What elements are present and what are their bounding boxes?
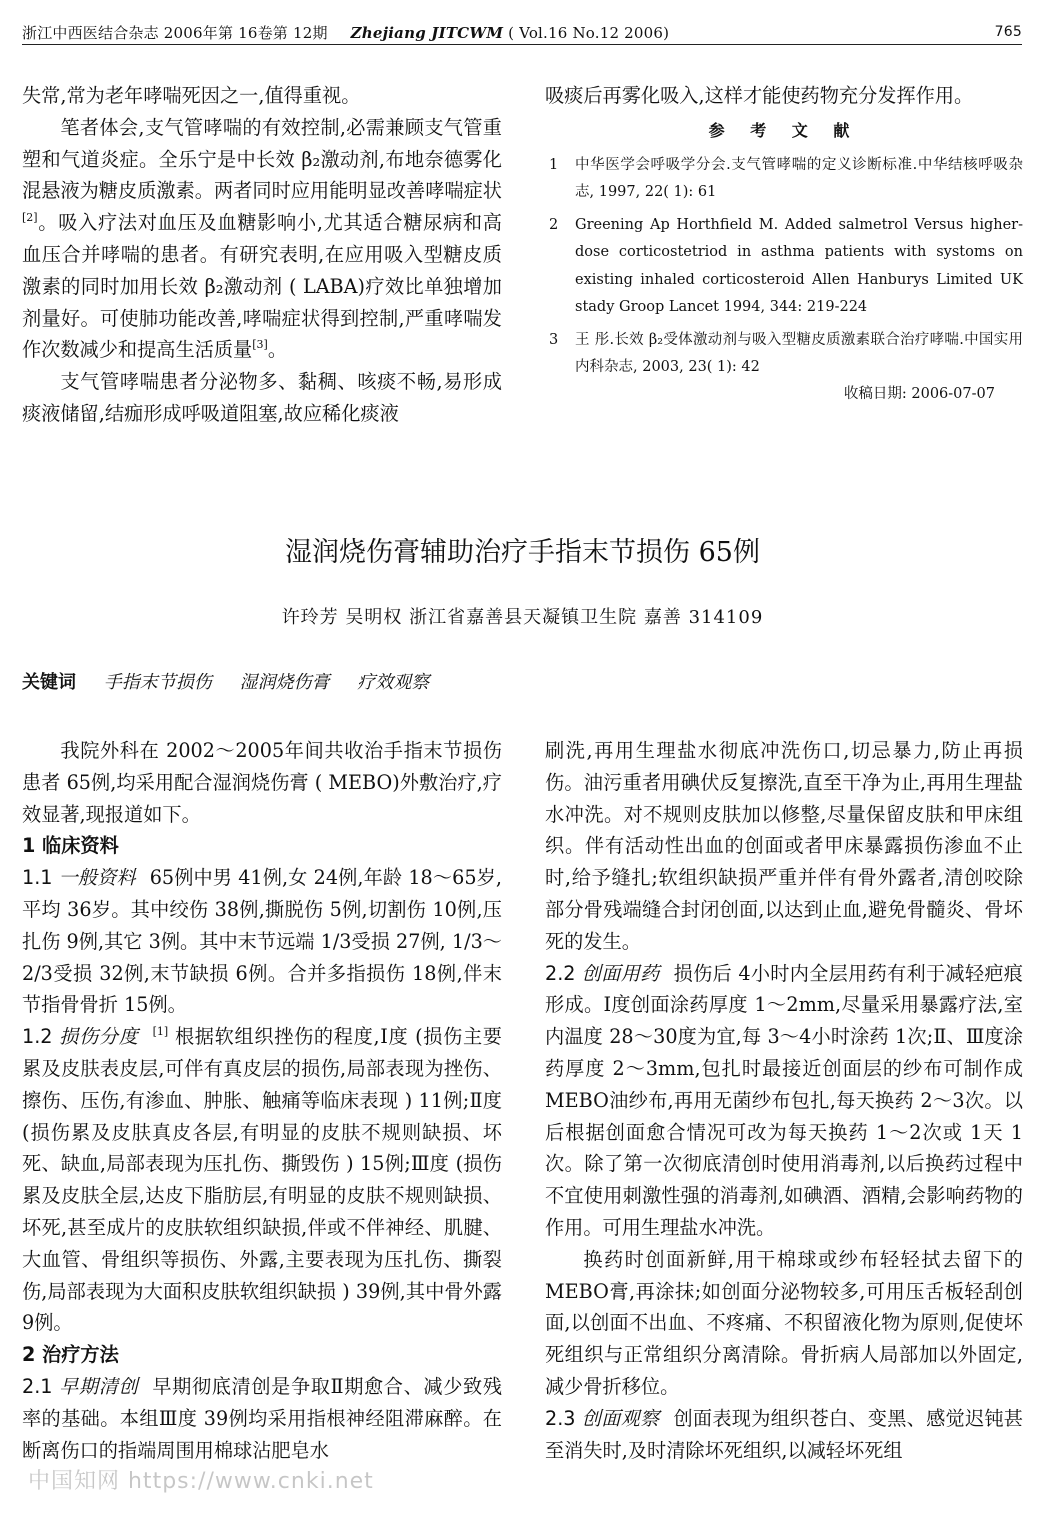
article-right-column: [545, 735, 1023, 1466]
subsection-grading: 1.2 损伤分度 [1] 根据软组织挫伤的程度,Ⅰ度 (损伤主要累及皮肤表皮层,可伴有真皮层的损伤,局部表现为挫伤、擦伤、压伤,有渗血、肿胀、触痛等临床表现 ) 11例;Ⅱ度 (损伤累及皮肤真皮各层,有明显的皮肤不规则缺损、坏死、缺血,局部表现为压扎伤、撕毁伤 ) 15例;Ⅲ度 (损伤累及皮肤全层,达皮下脂肪层,有明显的皮肤不规则缺损、坏死,甚至成片的皮肤软组织缺损,伴或不伴神经、肌腱、大血管、骨组织等损伤、外露,主要表现为压扎伤、撕裂伤,局部表现为大面积皮肤软组织缺损 ) 39例,其中骨外露 9例。: [22, 1025, 502, 1335]
subsection-medication: 2.2 创面用药 损伤后 4小时内全层用药有利于减轻疤痕形成。Ⅰ度创面涂药厚度 1～2mm,尽量采用暴露疗法,室内温度 28～30度为宜,每 3～4小时涂药 1次;Ⅱ、Ⅲ度涂药厚度 2～3mm,包扎时最接近创面层的纱布可制作成 MEBO油纱布,再用无菌纱布包扎,每天换药 2～3次。以后根据创面愈合情况可改为每天换药 1～2次或 1天 1次。除了第一次彻底清创时使用消毒剂,以后换药过程中不宜使用刺激性强的消毒剂,如碘酒、酒精,会影响药物的作用。可用生理盐水冲洗。: [545, 961, 1023, 1239]
prev-article-left-column: [22, 80, 502, 430]
subsection-general: 1.1 一般资料 65例中男 41例,女 24例,年龄 18～65岁,平均 36岁。其中绞伤 38例,撕脱伤 5例,切割伤 10例,压扎伤 9例,其它 3例。其中末节远端 1/3受损 27例, 1/3～2/3受损 32例,末节缺损 6例。合并多指损伤 18例,伴末节指骨骨折 15例。: [22, 866, 502, 1017]
paragraph: 换药时创面新鲜,用干棉球或纱布轻轻拭去留下的 MEBO膏,再涂抹;如创面分泌物较多,可用压舌板轻刮创面,以创面不出血、不疼痛、不积留液化物为原则,促使坏死组织与正常组织分离清除。骨折病人局部加以外固定,减少骨折移位。: [545, 1247, 1023, 1398]
issue-en: ( Vol.16 No.12 2006): [508, 24, 670, 42]
references-title: 参 考 文 献: [708, 120, 860, 140]
header-rule: [22, 44, 1022, 45]
issue-cn: 2006年第 16卷第 12期: [163, 24, 328, 42]
prev-article-right-column: [545, 80, 1023, 408]
citation: [2]: [22, 211, 38, 225]
article-left-column: [22, 735, 502, 1466]
keyword: 湿润烧伤膏: [239, 672, 330, 693]
citation: [3]: [252, 338, 268, 352]
keyword: 手指末节损伤: [103, 672, 212, 693]
reference-item: 3 王 彤.长效 β₂受体激动剂与吸入型糖皮质激素联合治疗哮喘.中国实用内科杂志, 2003, 23( 1): 42: [549, 332, 1023, 376]
subsection-debridement: 2.1 早期清创 早期彻底清创是争取Ⅱ期愈合、减少致残率的基础。本组Ⅲ度 39例均采用指根神经阻滞麻醉。在断离伤口的指端周围用棉球沾肥皂水: [22, 1374, 503, 1462]
reference-list: [545, 152, 1023, 382]
keywords: [22, 668, 429, 698]
reference-item: 1 中华医学会呼吸学分会.支气管哮喘的定义诊断标准.中华结核呼吸杂志, 1997, 22( 1): 61: [549, 156, 1023, 200]
paragraph: 笔者体会,支气管哮喘的有效控制,必需兼顾支气管重塑和气道炎症。全乐宁是中长效 β₂激动剂,布地奈德雾化混悬液为糖皮质激素。两者同时应用能明显改善哮喘症状[2]。吸入疗法对血压及血糖影响小,尤其适合糖尿病和高血压合并哮喘的患者。有研究表明,在应用吸入型糖皮质激素的同时加用长效 β₂激动剂 ( LABA)疗效比单独增加剂量好。可使肺功能改善,哮喘症状得到控制,严重哮喘发作次数减少和提高生活质量[3]。: [22, 115, 502, 362]
section-heading: 2 治疗方法: [22, 1343, 119, 1367]
keywords-label: 关键词: [22, 672, 76, 693]
section-heading: 1 临床资料: [22, 834, 119, 858]
received-date: 收稿日期: 2006-07-07: [843, 386, 995, 403]
keyword: 疗效观察: [357, 672, 430, 693]
reference-item: 2 Greening Ap Horthfield M. Added salmetrol Versus higher-dose corticostetriod in asthma patients with systoms on existing inhaled corticosteroid Allen Hanburys Limited UK stady Groop Lancet 1994, 344: 219-224: [549, 217, 1023, 315]
article-title: 湿润烧伤膏辅助治疗手指末节损伤 65例: [285, 537, 760, 568]
subsection-observation: 2.3 创面观察 创面表现为组织苍白、变黑、感觉迟钝甚至消失时,及时清除坏死组织,以减轻坏死组: [545, 1406, 1023, 1462]
paragraph: 支气管哮喘患者分泌物多、黏稠、咳痰不畅,易形成痰液储留,结痂形成呼吸道阻塞,故应稀化痰液: [22, 370, 502, 425]
paragraph: 刷洗,再用生理盐水彻底冲洗伤口,切忌暴力,防止再损伤。油污重者用碘伏反复擦洗,直至干净为止,再用生理盐水冲洗。对不规则皮肤加以修整,尽量保留皮肤和甲床组织。伴有活动性出血的创面或者甲床暴露损伤渗血不止时,给予缝扎;软组织缺损严重并伴有骨外露者,清创咬除部分骨残端缝合封闭创面,以达到止血,避免骨髓炎、骨坏死的发生。: [545, 739, 1023, 953]
paragraph: 吸痰后再雾化吸入,这样才能使药物充分发挥作用。: [545, 84, 974, 107]
paragraph: 失常,常为老年哮喘死因之一,值得重视。: [22, 84, 361, 107]
citation: [1]: [152, 1025, 169, 1039]
page-number: 765: [994, 24, 1022, 40]
journal-name-en: Zhejiang JITCWM: [350, 24, 504, 42]
watermark: 中国知网 https://www.cnki.net: [28, 1469, 374, 1494]
intro-paragraph: 我院外科在 2002～2005年间共收治手指末节损伤患者 65例,均采用配合湿润烧伤膏 ( MEBO)外敷治疗,疗效显著,现报道如下。: [22, 739, 502, 826]
article-authors: 许玲芳 吴明权 浙江省嘉善县天凝镇卫生院 嘉善 314109: [281, 607, 764, 628]
journal-name-cn: 浙江中西医结合杂志: [22, 24, 159, 42]
journal-citation: [22, 22, 669, 43]
